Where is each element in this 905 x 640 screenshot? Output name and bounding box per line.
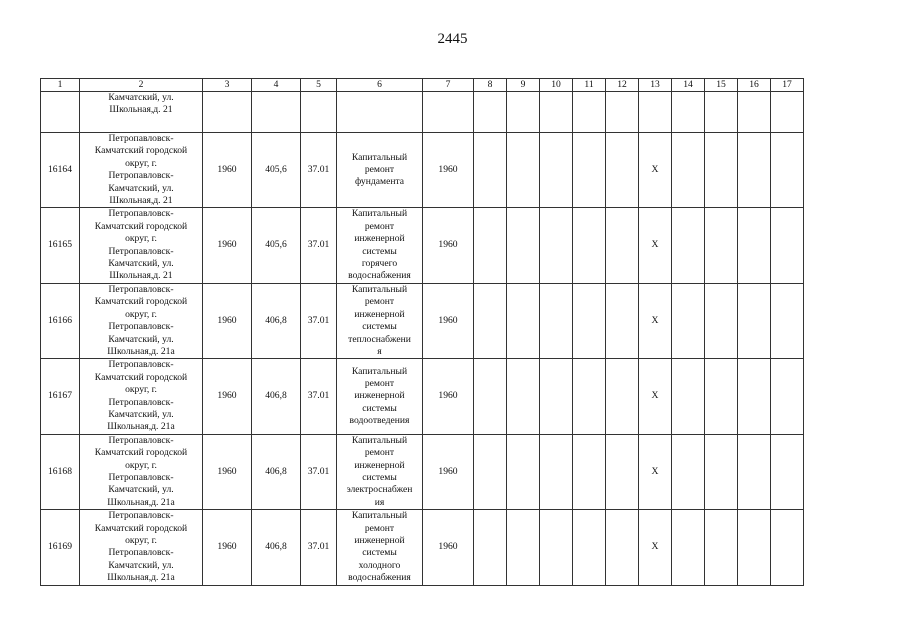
table-cell [705,283,738,358]
table-cell [301,92,337,133]
planned-year-cell: 1960 [423,510,474,585]
table-cell [771,510,804,585]
year-cell: 1960 [203,359,252,434]
table-cell [540,208,573,283]
planned-year-cell: 1960 [423,434,474,509]
table-cell [474,359,507,434]
table-cell [738,434,771,509]
table-cell [573,359,606,434]
table-row [41,510,804,585]
year-cell: 1960 [203,434,252,509]
row-id-cell: 16169 [41,510,80,585]
column-number: 1 [41,79,80,92]
table-cell [606,434,639,509]
table-cell [771,208,804,283]
table-cell [738,92,771,133]
column-number: 15 [705,79,738,92]
table-cell [705,510,738,585]
table-cell [540,510,573,585]
table-cell [705,133,738,208]
table-cell [705,92,738,133]
table-cell [771,133,804,208]
table-cell [771,92,804,133]
table-cell [573,510,606,585]
registry-table [40,78,804,586]
table-cell [672,92,705,133]
table-row [41,208,804,283]
column-number: 17 [771,79,804,92]
table-cell [606,510,639,585]
table-cell [540,283,573,358]
table-cell [507,92,540,133]
table-cell [474,92,507,133]
address-cell: Петропавловск- Камчатский городской округ, г. Петропавловск- Камчатский, ул. Школьная,д. 21а [80,283,203,358]
table-cell [672,208,705,283]
table-cell [672,359,705,434]
code-cell: 37.01 [301,434,337,509]
table-cell [672,510,705,585]
address-cell: Петропавловск- Камчатский городской округ, г. Петропавловск- Камчатский, ул. Школьная,д. 21 [80,133,203,208]
row-id-cell: 16164 [41,133,80,208]
table-cell [705,208,738,283]
table-cell [474,208,507,283]
column-number: 9 [507,79,540,92]
table-cell [573,208,606,283]
work-type-cell: Капитальный ремонт инженерной системы водоотведения [337,359,423,434]
table-cell [507,434,540,509]
table-cell [540,359,573,434]
work-type-cell: Капитальный ремонт инженерной системы электроснабжен ия [337,434,423,509]
year-cell: 1960 [203,208,252,283]
column-number: 7 [423,79,474,92]
table-row [41,283,804,358]
table-row [41,359,804,434]
row-id-cell: 16165 [41,208,80,283]
table-cell [771,283,804,358]
table-cell [738,359,771,434]
table-cell [606,208,639,283]
table-row [41,133,804,208]
table-cell [474,283,507,358]
continuation-row [41,92,804,133]
table-cell [573,283,606,358]
table-cell [540,133,573,208]
code-cell: 37.01 [301,208,337,283]
column-number: 5 [301,79,337,92]
code-cell: 37.01 [301,283,337,358]
column-number: 2 [80,79,203,92]
year-cell: 1960 [203,133,252,208]
column-number: 6 [337,79,423,92]
address-cell: Петропавловск- Камчатский городской округ, г. Петропавловск- Камчатский, ул. Школьная,д. 21а [80,510,203,585]
table-cell [738,133,771,208]
column-number: 13 [639,79,672,92]
mark-cell: Х [639,510,672,585]
table-cell [705,359,738,434]
table-cell [606,133,639,208]
code-cell: 37.01 [301,359,337,434]
table-cell [573,133,606,208]
table-cell [606,359,639,434]
table-cell [507,133,540,208]
table-cell [507,510,540,585]
table-cell [705,434,738,509]
address-cell: Петропавловск- Камчатский городской округ, г. Петропавловск- Камчатский, ул. Школьная,д. 21а [80,359,203,434]
table-cell [639,92,672,133]
table-cell [507,359,540,434]
table-cell [337,92,423,133]
table-cell [738,283,771,358]
table-cell [507,283,540,358]
year-cell: 1960 [203,283,252,358]
table-cell [573,92,606,133]
address-cell: Петропавловск- Камчатский городской округ, г. Петропавловск- Камчатский, ул. Школьная,д. 21 [80,208,203,283]
address-cell: Петропавловск- Камчатский городской округ, г. Петропавловск- Камчатский, ул. Школьная,д. 21а [80,434,203,509]
mark-cell: Х [639,133,672,208]
table-cell [738,510,771,585]
code-cell: 37.01 [301,133,337,208]
table-cell [507,208,540,283]
table-cell [672,434,705,509]
address-cell: Камчатский, ул. Школьная,д. 21 [80,92,203,133]
column-number: 11 [573,79,606,92]
table-cell [738,208,771,283]
year-cell: 1960 [203,510,252,585]
work-type-cell: Капитальный ремонт инженерной системы теплоснабжени я [337,283,423,358]
area-cell: 405,6 [252,208,301,283]
area-cell: 406,8 [252,434,301,509]
table-cell [474,133,507,208]
work-type-cell: Капитальный ремонт инженерной системы горячего водоснабжения [337,208,423,283]
table-cell [606,92,639,133]
table-cell [474,434,507,509]
area-cell: 406,8 [252,510,301,585]
table-cell [423,92,474,133]
work-type-cell: Капитальный ремонт фундамента [337,133,423,208]
table-cell [540,92,573,133]
mark-cell: Х [639,434,672,509]
column-number: 14 [672,79,705,92]
mark-cell: Х [639,283,672,358]
column-number: 3 [203,79,252,92]
row-id-cell: 16166 [41,283,80,358]
table-body [41,79,804,586]
column-number-row [41,79,804,92]
column-number: 16 [738,79,771,92]
table-cell [606,283,639,358]
row-id-cell: 16167 [41,359,80,434]
table-cell [672,283,705,358]
planned-year-cell: 1960 [423,283,474,358]
table-cell [771,434,804,509]
column-number: 10 [540,79,573,92]
table-cell [771,359,804,434]
area-cell: 406,8 [252,283,301,358]
table-cell [573,434,606,509]
column-number: 4 [252,79,301,92]
area-cell: 405,6 [252,133,301,208]
table-cell [540,434,573,509]
table-cell [41,92,80,133]
planned-year-cell: 1960 [423,133,474,208]
table-cell [474,510,507,585]
planned-year-cell: 1960 [423,208,474,283]
mark-cell: Х [639,208,672,283]
work-type-cell: Капитальный ремонт инженерной системы холодного водоснабжения [337,510,423,585]
table-cell [203,92,252,133]
column-number: 12 [606,79,639,92]
row-id-cell: 16168 [41,434,80,509]
table-row [41,434,804,509]
mark-cell: Х [639,359,672,434]
area-cell: 406,8 [252,359,301,434]
table-cell [252,92,301,133]
code-cell: 37.01 [301,510,337,585]
page-number: 2445 [437,31,468,47]
planned-year-cell: 1960 [423,359,474,434]
table-cell [672,133,705,208]
column-number: 8 [474,79,507,92]
